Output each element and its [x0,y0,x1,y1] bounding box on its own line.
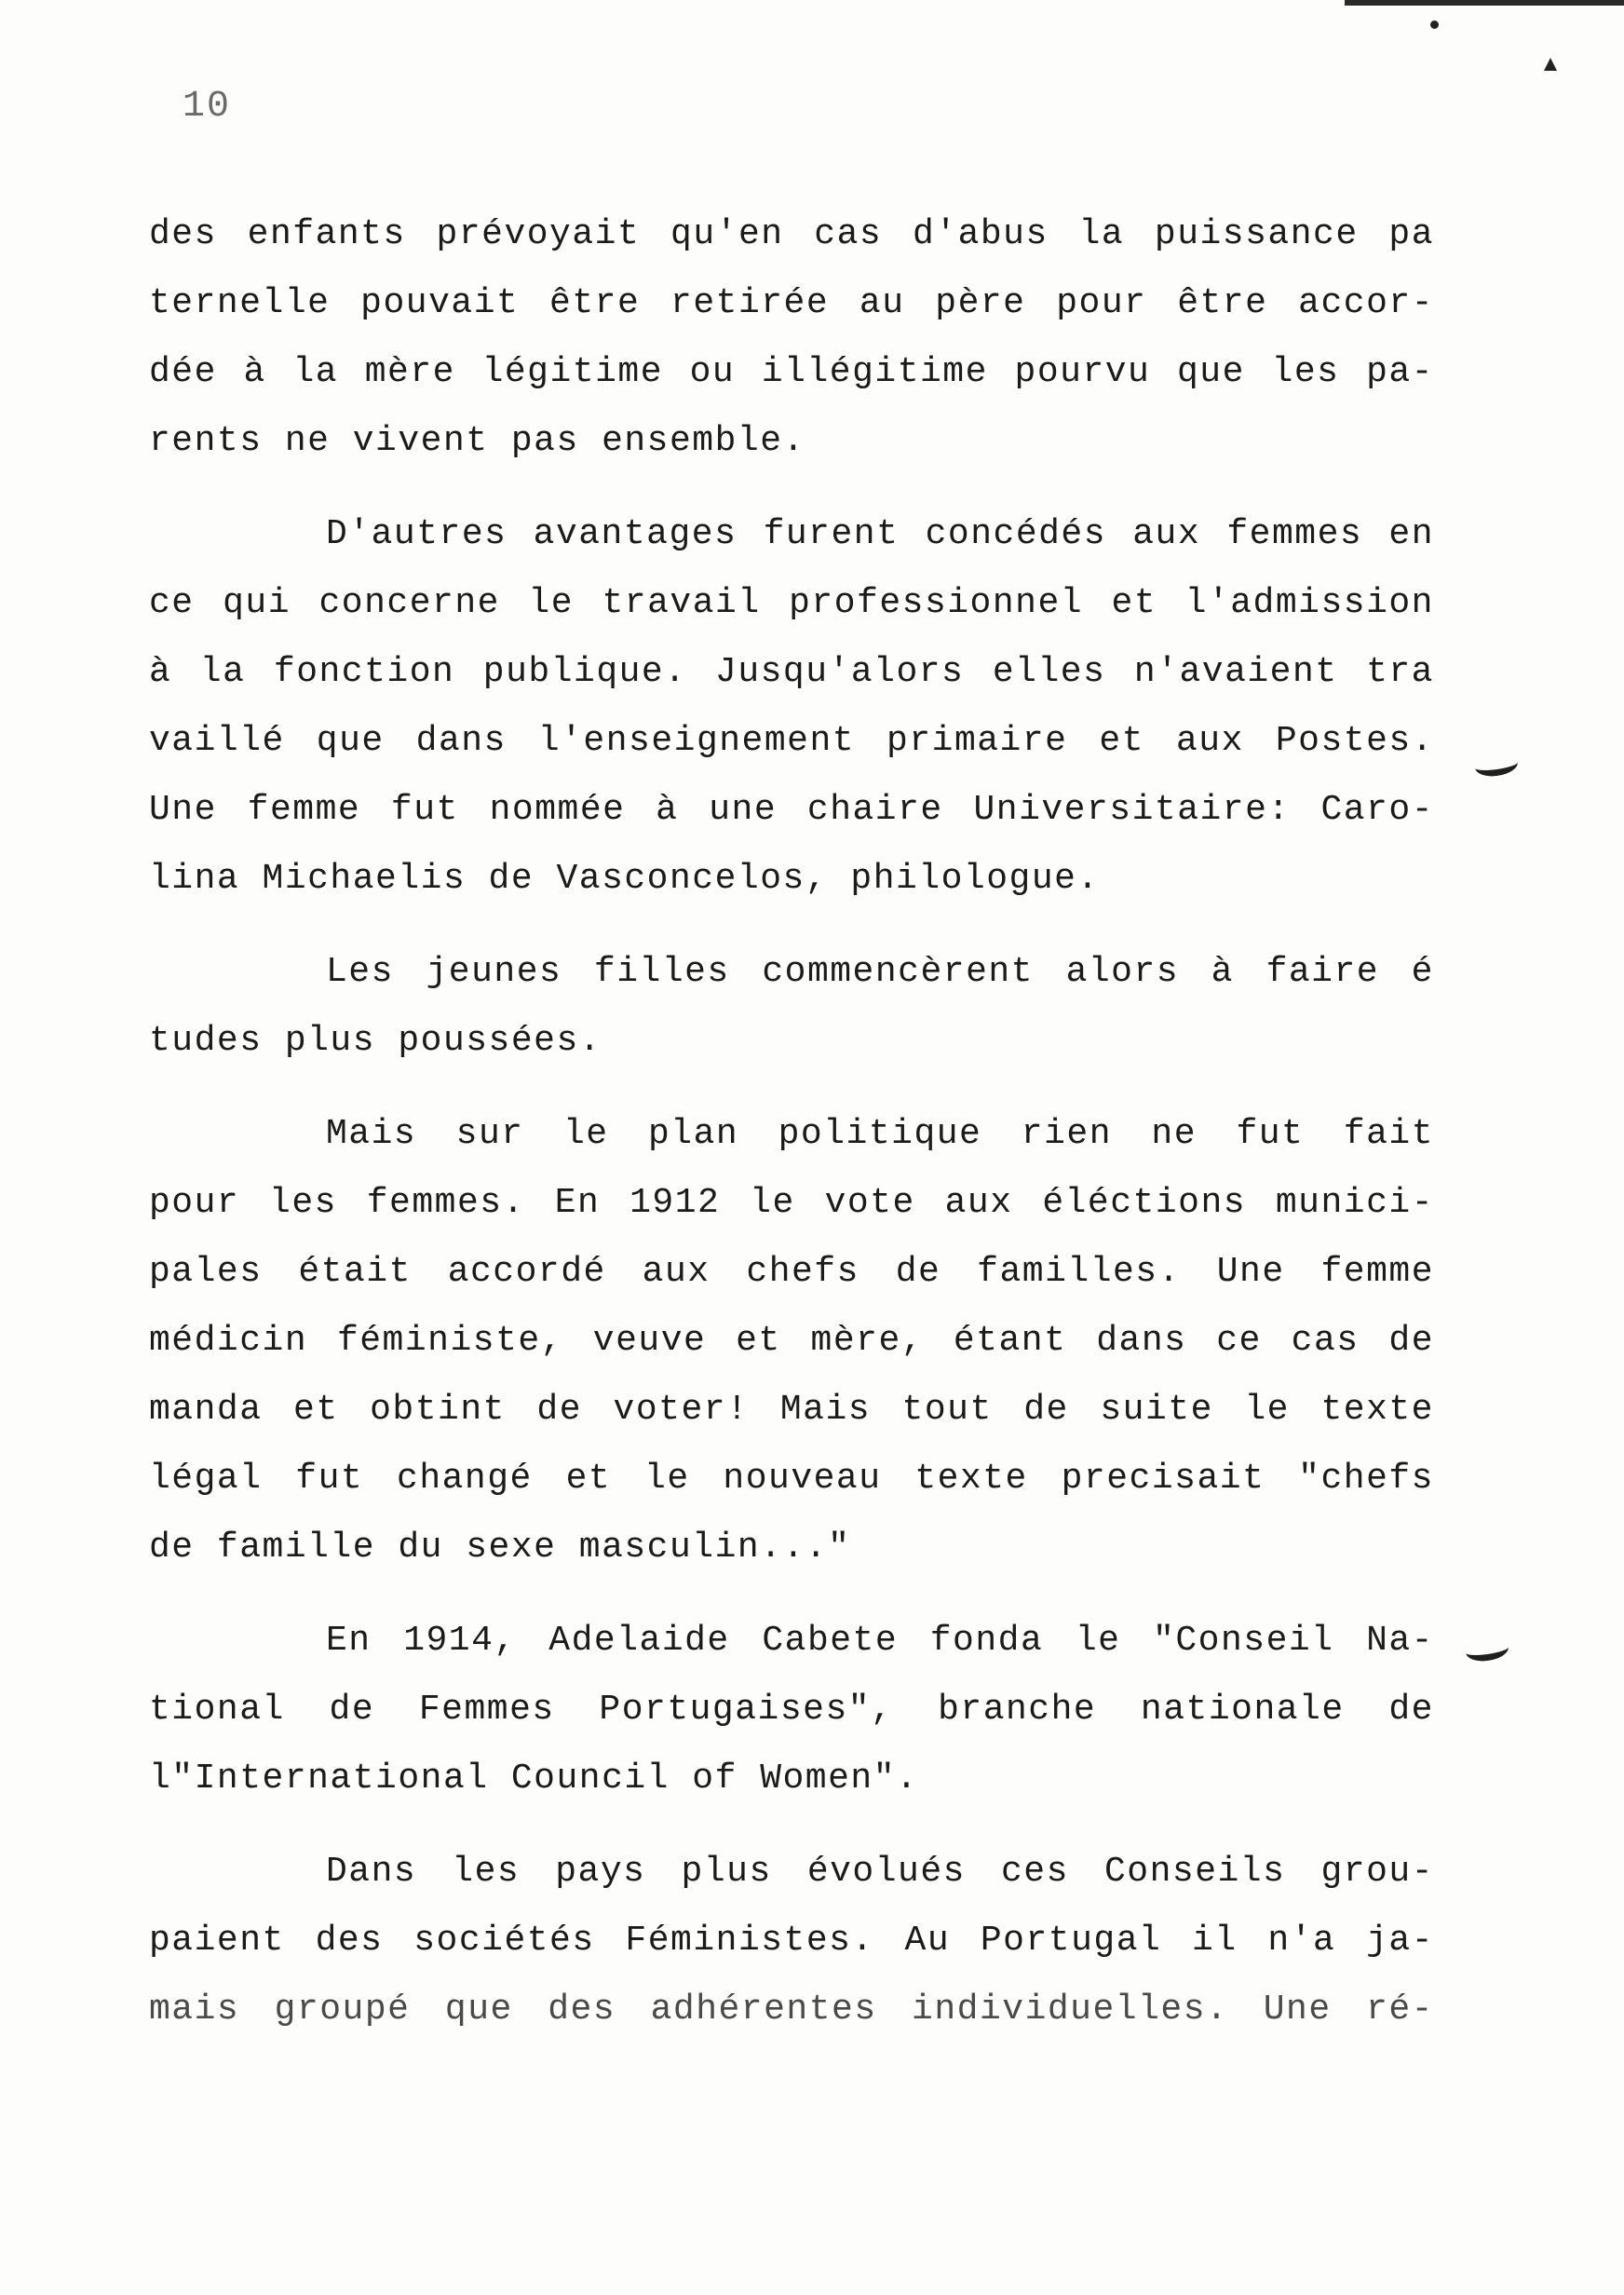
text-line: lina Michaelis de Vasconcelos, philologue. [149,859,1100,899]
paragraph [149,938,1434,1076]
text-line: Mais sur le plan politique rien ne fut fait [326,1114,1434,1154]
text-line: mais groupé que des adhérentes individuelles. Une ré- [149,1989,1434,2030]
paragraph [149,1100,1434,1582]
text-line: de famille du sexe masculin..." [149,1528,851,1568]
text-line: Les jeunes filles commencèrent alors à faire é [326,952,1434,992]
text-line: vaillé que dans l'enseignement primaire et aux Postes. [149,721,1434,761]
text-line: des enfants prévoyait qu'en cas d'abus la puissance pa [149,214,1434,254]
text-line: manda et obtint de voter! Mais tout de suite le texte [149,1390,1434,1430]
text-line: ternelle pouvait être retirée au père pour être accor- [149,283,1434,323]
paragraph [149,1607,1434,1813]
paragraph [149,500,1434,914]
margin-check-mark [1465,1636,1510,1664]
page-number: 10 [183,86,232,128]
text-line: rents ne vivent pas ensemble. [149,421,805,461]
scan-triangle-mark [1544,58,1557,71]
body-text [149,200,1434,2069]
text-line: l"International Council of Women". [149,1759,919,1799]
text-line: à la fonction publique. Jusqu'alors elles n'avaient tra [149,652,1434,692]
paragraph [149,1838,1434,2044]
text-line: paient des sociétés Féministes. Au Portugal il n'a ja- [149,1921,1434,1961]
text-line: D'autres avantages furent concédés aux femmes en [326,514,1434,554]
text-line: tudes plus poussées. [149,1021,602,1061]
text-line: médicin féministe, veuve et mère, étant dans ce cas de [149,1321,1434,1361]
scan-dot-mark [1430,20,1439,29]
text-line: légal fut changé et le nouveau texte precisait "chefs [149,1459,1434,1499]
text-line: dée à la mère légitime ou illégitime pourvu que les pa- [149,352,1434,392]
paragraph [149,200,1434,476]
text-line: Une femme fut nommée à une chaire Universitaire: Caro- [149,790,1434,830]
text-line: ce qui concerne le travail professionnel et l'admission [149,583,1434,623]
top-edge-rule [1345,0,1624,6]
margin-check-mark [1474,752,1520,779]
text-line: tional de Femmes Portugaises", branche nationale de [149,1690,1434,1730]
text-line: pour les femmes. En 1912 le vote aux éléctions munici- [149,1183,1434,1223]
text-line: Dans les pays plus évolués ces Conseils grou- [326,1852,1434,1892]
text-line: pales était accordé aux chefs de familles. Une femme [149,1252,1434,1292]
text-line: En 1914, Adelaide Cabete fonda le "Conseil Na- [326,1621,1434,1661]
